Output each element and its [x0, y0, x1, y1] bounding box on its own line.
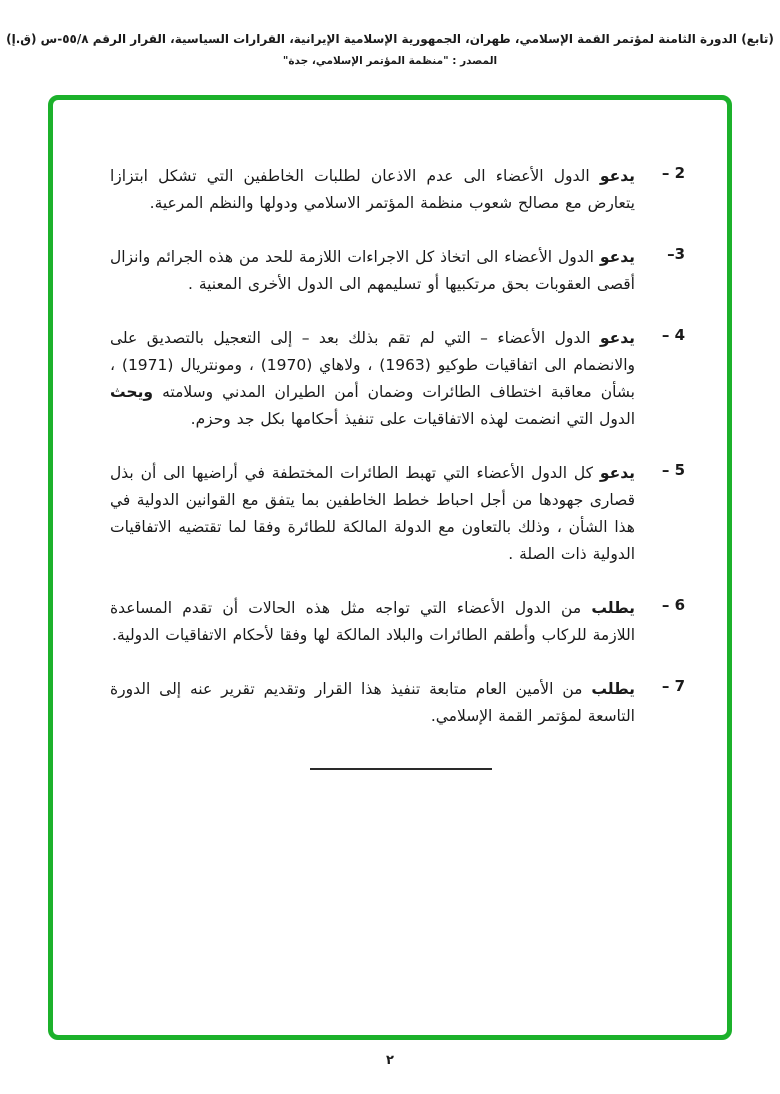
item-body-text: كل الدول الأعضاء التي تهبط الطائرات المختطفة في أراضيها الى أن بذل قصارى جهودها من أجل احباط خطط الخاطفين بما يتفق مع القوانين الدولية في هذا الشأن ، وذلك بالتعاون مع الدولة المالكة للطائرة وفقا لما تقتضيه الاتفاقيات الدولية ذات الصلة .: [110, 464, 635, 563]
list-item: [110, 460, 685, 568]
item-body-text: الدول الأعضاء الى عدم الاذعان لطلبات الخاطفين التي تشكل ابتزازا يتعارض مع مصالح شعوب منظمة المؤتمر الاسلامي ودولها والنظم المرعية.: [110, 167, 635, 212]
item-number: 7 –: [661, 677, 685, 695]
list-item: [110, 163, 685, 217]
item-text: [110, 595, 635, 649]
item-number: 4 –: [661, 326, 685, 344]
item-number: 3–: [667, 245, 685, 263]
header-source-line: المصدر : "منظمة المؤتمر الإسلامي، جدة": [282, 55, 498, 67]
item-text: [110, 163, 635, 217]
end-of-text-divider: [310, 768, 492, 770]
item-operative-word: يطلب: [591, 599, 635, 617]
resolution-items: [110, 163, 685, 757]
item-body-text: الدول الأعضاء – التي لم تقم بذلك بعد – إلى التعجيل بالتصديق على والانضمام الى اتفاقيات طوكيو (1963) ، ولاهاي (1970) ، ومونتريال (1971) ، بشأن معاقبة اختطاف الطائرات وضمان أمن الطيران المدني وسلامته: [110, 329, 635, 401]
item-body-text: من الأمين العام متابعة تنفيذ هذا القرار وتقديم تقرير عنه إلى الدورة التاسعة لمؤتمر القمة الإسلامي.: [110, 680, 635, 725]
item-body-text: الدول الأعضاء الى اتخاذ كل الاجراءات اللازمة للحد من هذه الجرائم وانزال أقصى العقوبات بحق مرتكبيها أو تسليمهم الى الدول الأخرى المعنية .: [110, 248, 635, 293]
item-operative-word: ويحث: [110, 383, 154, 401]
item-operative-word: يدعو: [599, 464, 635, 482]
page-number: ٢: [386, 1053, 394, 1068]
item-number: 5 –: [661, 461, 685, 479]
header-title-line: (تابع) الدورة الثامنة لمؤتمر القمة الإسلامي، طهران، الجمهورية الإسلامية الإيرانية، القرارات السياسية، القرار الرقم ٥٥/٨-س (ق.إ): [6, 32, 774, 46]
list-item: [110, 325, 685, 433]
page-header: [0, 31, 780, 69]
item-body-text: من الدول الأعضاء التي تواجه مثل هذه الحالات أن تقدم المساعدة اللازمة للركاب وأطقم الطائرات والبلاد المالكة لها وفقا لأحكام الاتفاقيات الدولية.: [110, 599, 635, 644]
item-number: 6 –: [661, 596, 685, 614]
list-item: [110, 244, 685, 298]
list-item: [110, 595, 685, 649]
item-body-text: الدول التي انضمت لهذه الاتفاقيات على تنفيذ أحكامها بكل جد وحزم.: [190, 410, 635, 428]
item-text: [110, 244, 635, 298]
item-operative-word: يطلب: [591, 680, 635, 698]
item-operative-word: يدعو: [599, 248, 635, 266]
item-text: [110, 460, 635, 568]
item-text: [110, 325, 635, 433]
item-operative-word: يدعو: [599, 167, 635, 185]
item-number: 2 –: [661, 164, 685, 182]
item-text: [110, 676, 635, 730]
item-operative-word: يدعو: [599, 329, 635, 347]
list-item: [110, 676, 685, 730]
